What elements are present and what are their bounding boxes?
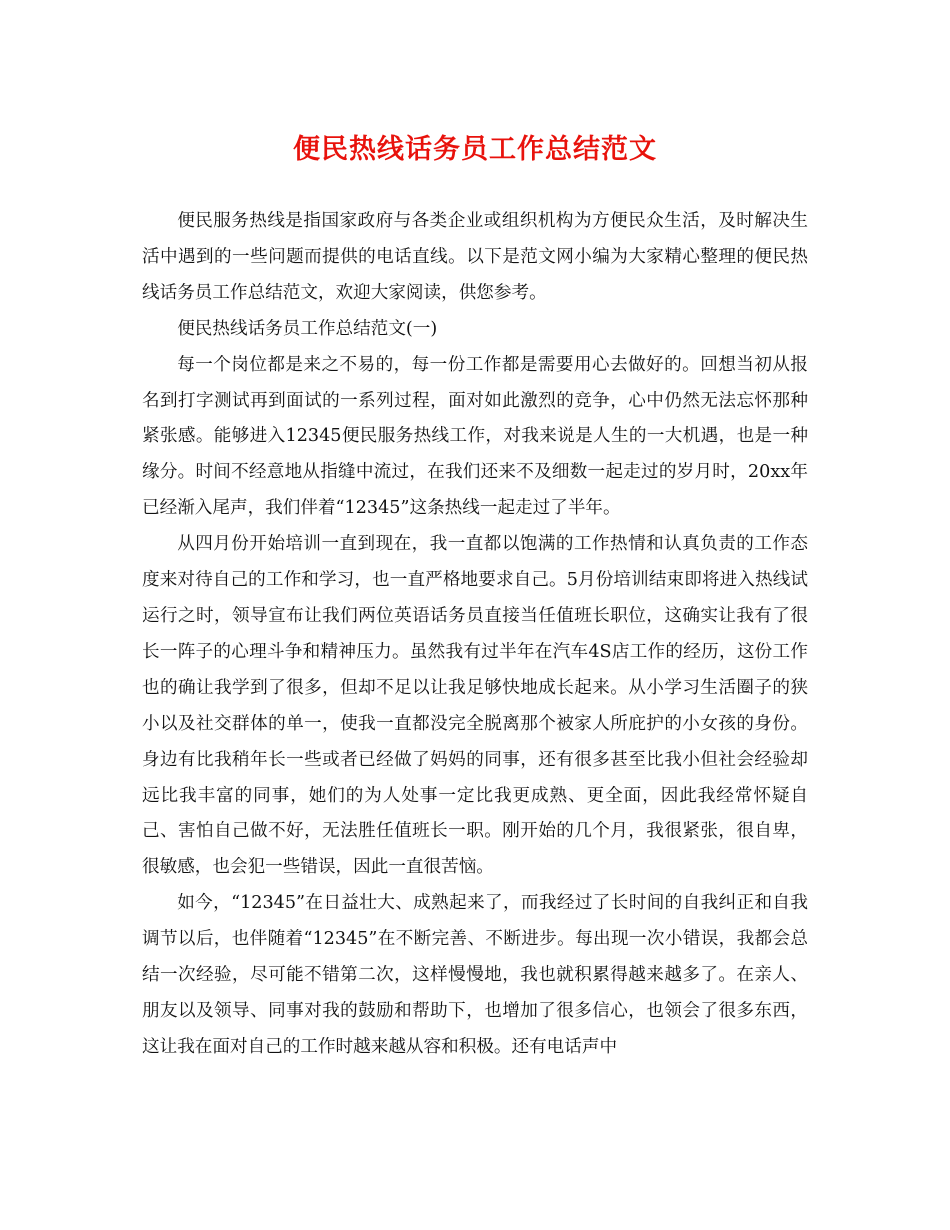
intro-paragraph: 便民服务热线是指国家政府与各类企业或组织机构为方便民众生活，及时解决生活中遇到的一些问题而提供的电话直线。以下是范文网小编为大家精心整理的便民热线话务员工作总结范文，欢迎大家阅读，供您参考。 <box>142 211 808 303</box>
body-paragraph: 每一个岗位都是来之不易的，每一份工作都是需要用心去做好的。回想当初从报名到打字测试再到面试的一系列过程，面对如此激烈的竞争，心中仍然无法忘怀那种紧张感。能够进入12345便民服务热线工作，对我来说是人生的一大机遇，也是一种缘分。时间不经意地从指缝中流过，在我们还来不及细数一起走过的岁月时，20xx年已经渐入尾声，我们伴着“12345”这条热线一起走过了半年。 <box>142 354 808 519</box>
body-paragraph: 如今，“12345”在日益壮大、成熟起来了，而我经过了长时间的自我纠正和自我调节以后，也伴随着“12345”在不断完善、不断进步。每出现一次小错误，我都会总结一次经验，尽可能不错第二次，这样慢慢地，我也就积累得越来越多了。在亲人、朋友以及领导、同事对我的鼓励和帮助下，也增加了很多信心，也领会了很多东西，这让我在面对自己的工作时越来越从容和积极。还有电话声中 <box>142 893 808 1057</box>
section-heading: 便民热线话务员工作总结范文(一) <box>177 318 438 339</box>
document-title: 便民热线话务员工作总结范文 <box>293 134 657 165</box>
document-body <box>142 204 808 1066</box>
body-paragraph: 从四月份开始培训一直到现在，我一直都以饱满的工作热情和认真负责的工作态度来对待自己的工作和学习，也一直严格地要求自己。5月份培训结束即将进入热线试运行之时，领导宣布让我们两位英语话务员直接当任值班长职位，这确实让我有了很长一阵子的心理斗争和精神压力。虽然我有过半年在汽车4S店工作的经历，这份工作也的确让我学到了很多，但却不足以让我足够快地成长起来。从小学习生活圈子的狭小以及社交群体的单一，使我一直都没完全脱离那个被家人所庇护的小女孩的身份。身边有比我稍年长一些或者已经做了妈妈的同事，还有很多甚至比我小但社会经验却远比我丰富的同事，她们的为人处事一定比我更成熟、更全面，因此我经常怀疑自己、害怕自己做不好，无法胜任值班长一职。刚开始的几个月，我很紧张，很自卑，很敏感，也会犯一些错误，因此一直很苦恼。 <box>142 534 808 878</box>
